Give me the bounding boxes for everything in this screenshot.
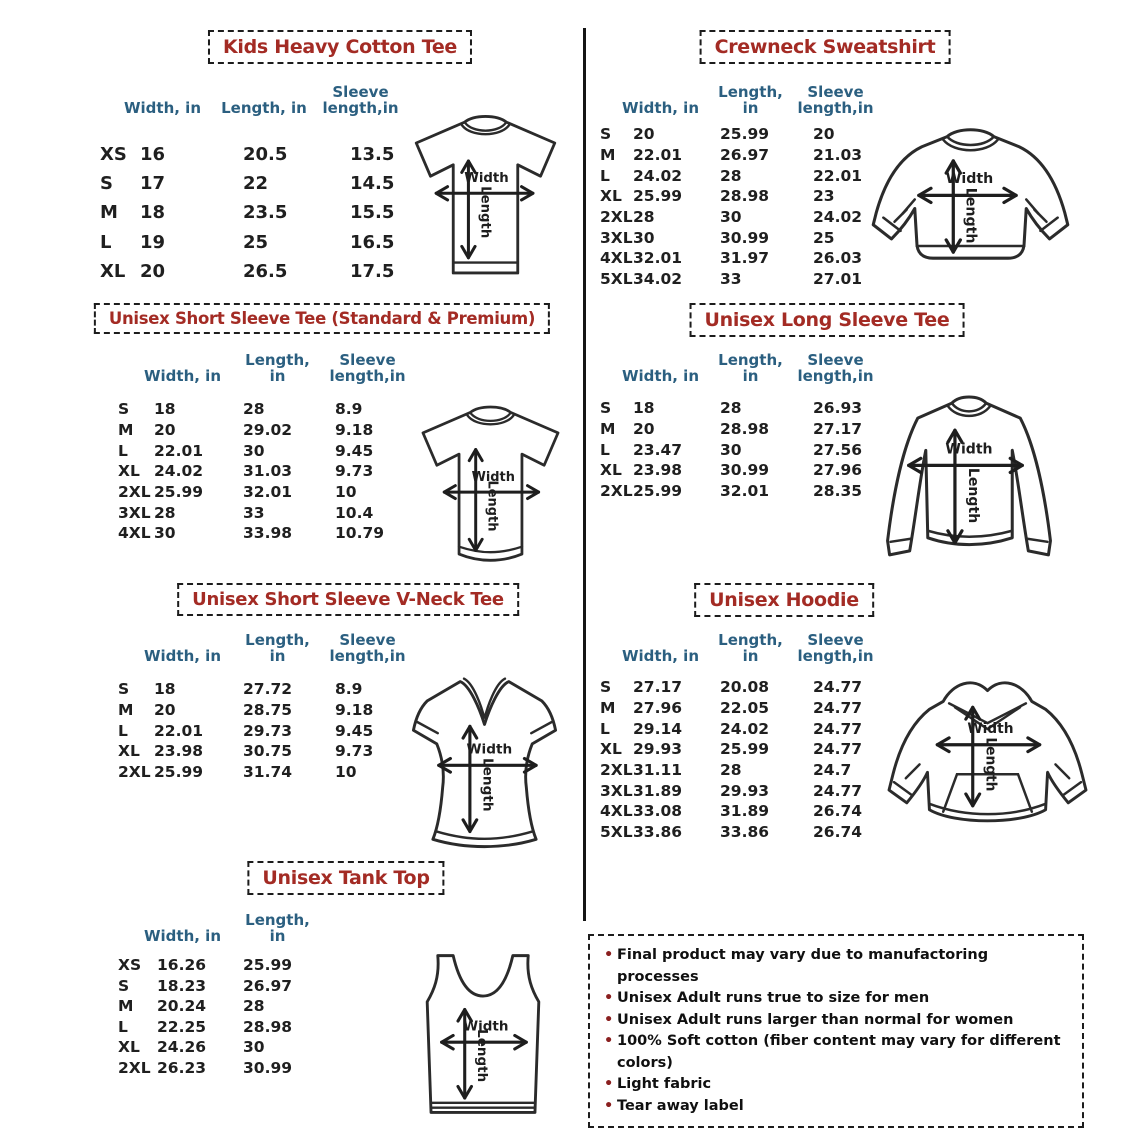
value-cell: 26.23 <box>157 1058 207 1077</box>
value-cell: 32.01 <box>243 483 293 502</box>
hoodie-illustration <box>882 664 1094 856</box>
length-label: Length <box>474 1029 491 1083</box>
column-header: Sleeve length,in <box>329 351 406 386</box>
column-header: Length, in <box>221 99 307 118</box>
value-cell: 20.08 <box>720 678 770 697</box>
note-item: • Tear away label <box>602 1096 1070 1118</box>
value-cell: 9.73 <box>335 462 374 481</box>
note-item: • Light fabric <box>602 1074 1070 1096</box>
value-cell: 20 <box>633 125 655 144</box>
value-cell: 20.24 <box>157 997 207 1016</box>
tshirt-illustration <box>388 106 583 291</box>
column-header: Width, in <box>143 927 221 946</box>
value-cell: 28.75 <box>243 701 293 720</box>
value-cell: 30.99 <box>720 228 770 247</box>
value-cell: 31.89 <box>720 802 770 821</box>
column-header: Sleeve length,in <box>797 631 874 666</box>
column-headers <box>110 84 408 116</box>
column-headers <box>130 632 415 664</box>
length-label: Length <box>965 467 982 524</box>
value-cell: 27.96 <box>813 461 863 480</box>
table-row <box>118 502 425 523</box>
size-label: L <box>118 441 128 460</box>
value-cell: 25.99 <box>154 483 204 502</box>
value-cell: 30 <box>154 524 176 543</box>
size-label: L <box>600 440 610 459</box>
value-cell: 28.98 <box>720 187 770 206</box>
value-cell: 18 <box>154 400 176 419</box>
value-cell: 29.93 <box>720 781 770 800</box>
size-label: 4XL <box>600 249 633 268</box>
column-header: Length, in <box>718 631 783 666</box>
value-cell: 30.99 <box>720 461 770 480</box>
size-label: 2XL <box>118 483 151 502</box>
value-cell: 20 <box>633 420 655 439</box>
value-cell: 18 <box>633 399 655 418</box>
value-cell: 28.98 <box>243 1017 293 1036</box>
vneck-tee-illustration <box>392 666 577 851</box>
length-label: Length <box>479 757 496 812</box>
table-row <box>118 955 333 976</box>
column-header: Width, in <box>621 367 699 386</box>
value-cell: 30 <box>633 228 655 247</box>
column-header: Width, in <box>621 99 699 118</box>
note-item: • Unisex Adult runs true to size for men <box>602 988 1070 1010</box>
size-label: M <box>118 701 134 720</box>
value-cell: 30 <box>243 1038 265 1057</box>
value-cell: 14.5 <box>350 173 395 195</box>
value-cell: 31.97 <box>720 249 770 268</box>
value-cell: 9.18 <box>335 421 374 440</box>
column-headers <box>608 84 883 116</box>
width-label: Width <box>464 170 509 186</box>
value-cell: 24.02 <box>813 208 863 227</box>
value-cell: 33.86 <box>633 823 683 842</box>
table-row <box>118 1037 333 1058</box>
size-label: L <box>600 166 610 185</box>
value-cell: 28 <box>243 997 265 1016</box>
value-cell: 27.17 <box>813 420 863 439</box>
note-item: • Unisex Adult runs larger than normal for women <box>602 1010 1070 1032</box>
size-label: S <box>118 680 130 699</box>
value-cell: 24.77 <box>813 719 863 738</box>
value-cell: 30 <box>720 208 742 227</box>
table-row <box>600 739 903 760</box>
value-cell: 23.98 <box>633 461 683 480</box>
size-label: L <box>600 719 610 738</box>
section-title: Unisex Tank Top <box>247 861 444 895</box>
value-cell: 20 <box>154 421 176 440</box>
size-label: XL <box>118 462 140 481</box>
size-label: 3XL <box>600 228 633 247</box>
value-cell: 24.7 <box>813 761 852 780</box>
size-label: 3XL <box>118 503 151 522</box>
value-cell: 8.9 <box>335 400 363 419</box>
value-cell: 24.26 <box>157 1038 207 1057</box>
column-header: Sleeve length,in <box>329 631 406 666</box>
size-label: S <box>118 976 130 995</box>
table-row <box>118 996 333 1017</box>
size-label: 2XL <box>600 761 633 780</box>
value-cell: 29.73 <box>243 721 293 740</box>
value-cell: 22.01 <box>154 721 204 740</box>
table-row <box>600 718 903 739</box>
value-cell: 23.47 <box>633 440 683 459</box>
column-header: Width, in <box>143 647 221 666</box>
value-cell: 23.98 <box>154 742 204 761</box>
table-row <box>600 780 903 801</box>
section-title: Unisex Hoodie <box>694 583 874 617</box>
section-title: Kids Heavy Cotton Tee <box>208 30 472 64</box>
value-cell: 24.02 <box>633 166 683 185</box>
tank-top-illustration <box>408 946 558 1124</box>
table-row <box>600 801 903 822</box>
value-cell: 28.35 <box>813 482 863 501</box>
value-cell: 34.02 <box>633 270 683 289</box>
length-label: Length <box>962 187 979 244</box>
width-label: Width <box>471 469 515 485</box>
value-cell: 28 <box>633 208 655 227</box>
table-row <box>118 399 425 420</box>
value-cell: 27.96 <box>633 699 683 718</box>
value-cell: 30 <box>243 441 265 460</box>
value-cell: 26.03 <box>813 249 863 268</box>
value-cell: 20.5 <box>243 144 288 166</box>
section-title: Unisex Short Sleeve Tee (Standard & Premium) <box>94 303 550 334</box>
value-cell: 16 <box>140 144 166 166</box>
value-cell: 28.98 <box>720 420 770 439</box>
value-cell: 33.86 <box>720 823 770 842</box>
column-header: Length, in <box>718 351 783 386</box>
size-label: M <box>100 202 118 224</box>
value-cell: 28 <box>720 399 742 418</box>
value-cell: 30.99 <box>243 1058 293 1077</box>
value-cell: 17.5 <box>350 260 395 282</box>
value-cell: 24.77 <box>813 781 863 800</box>
table-row <box>118 679 425 700</box>
value-cell: 8.9 <box>335 680 363 699</box>
table-row <box>600 698 903 719</box>
value-cell: 28 <box>154 503 176 522</box>
size-label: XL <box>118 1038 140 1057</box>
value-cell: 25.99 <box>154 763 204 782</box>
width-label: Width <box>466 741 513 758</box>
value-cell: 20 <box>140 260 166 282</box>
size-label: M <box>600 420 616 439</box>
size-label: S <box>600 399 612 418</box>
value-cell: 24.77 <box>813 678 863 697</box>
length-label: Length <box>477 186 493 239</box>
table-row <box>118 420 425 441</box>
size-label: 5XL <box>600 270 633 289</box>
value-cell: 18 <box>140 202 166 224</box>
size-table <box>118 679 425 782</box>
value-cell: 10.4 <box>335 503 374 522</box>
size-label: XS <box>118 956 142 975</box>
value-cell: 23.5 <box>243 202 288 224</box>
value-cell: 25.99 <box>243 956 293 975</box>
table-row <box>118 700 425 721</box>
size-label: 2XL <box>118 1058 151 1077</box>
table-row <box>118 1058 333 1079</box>
value-cell: 10.79 <box>335 524 385 543</box>
value-cell: 27.17 <box>633 678 683 697</box>
value-cell: 20 <box>813 125 835 144</box>
table-row <box>600 677 903 698</box>
value-cell: 29.93 <box>633 740 683 759</box>
value-cell: 16.26 <box>157 956 207 975</box>
value-cell: 18 <box>154 680 176 699</box>
value-cell: 32.01 <box>720 482 770 501</box>
table-row <box>118 523 425 544</box>
size-label: S <box>600 125 612 144</box>
section-title: Unisex Short Sleeve V-Neck Tee <box>177 583 519 616</box>
value-cell: 22.01 <box>813 166 863 185</box>
value-cell: 24.02 <box>720 719 770 738</box>
size-label: XL <box>600 187 622 206</box>
value-cell: 28 <box>720 166 742 185</box>
size-label: 4XL <box>118 524 151 543</box>
value-cell: 22.05 <box>720 699 770 718</box>
value-cell: 28 <box>243 400 265 419</box>
table-row <box>118 440 425 461</box>
value-cell: 31.11 <box>633 761 683 780</box>
length-label: Length <box>982 737 999 792</box>
size-label: 5XL <box>600 823 633 842</box>
size-label: M <box>600 146 616 165</box>
value-cell: 26.93 <box>813 399 863 418</box>
column-header: Sleeve length,in <box>797 351 874 386</box>
value-cell: 31.89 <box>633 781 683 800</box>
value-cell: 9.45 <box>335 721 374 740</box>
table-row <box>118 762 425 783</box>
value-cell: 25.99 <box>633 187 683 206</box>
size-label: S <box>118 400 130 419</box>
sweatshirt-illustration <box>856 116 1084 294</box>
value-cell: 31.74 <box>243 763 293 782</box>
width-label: Width <box>945 171 994 188</box>
note-item: • 100% Soft cotton (fiber content may vary for different colors) <box>602 1031 1070 1074</box>
value-cell: 33 <box>243 503 265 522</box>
value-cell: 10 <box>335 763 357 782</box>
value-cell: 30 <box>720 440 742 459</box>
size-label: 3XL <box>600 781 633 800</box>
value-cell: 25 <box>243 231 269 253</box>
value-cell: 26.5 <box>243 260 288 282</box>
value-cell: 13.5 <box>350 144 395 166</box>
table-row <box>118 1017 333 1038</box>
column-headers <box>608 632 883 664</box>
column-header: Length, in <box>245 351 310 386</box>
size-label: S <box>100 173 113 195</box>
size-label: XL <box>600 461 622 480</box>
column-header: Width, in <box>621 647 699 666</box>
value-cell: 22.01 <box>154 441 204 460</box>
value-cell: 29.02 <box>243 421 293 440</box>
value-cell: 25.99 <box>720 740 770 759</box>
table-row <box>118 482 425 503</box>
length-label: Length <box>484 480 500 532</box>
value-cell: 25.99 <box>633 482 683 501</box>
value-cell: 22.01 <box>633 146 683 165</box>
size-label: 2XL <box>600 208 633 227</box>
size-label: 2XL <box>600 482 633 501</box>
section-title: Crewneck Sweatshirt <box>700 30 951 64</box>
size-label: M <box>118 997 134 1016</box>
value-cell: 26.97 <box>720 146 770 165</box>
column-header: Length, in <box>245 911 310 946</box>
value-cell: 25 <box>813 228 835 247</box>
column-headers <box>130 352 415 384</box>
size-label: M <box>118 421 134 440</box>
value-cell: 23 <box>813 187 835 206</box>
value-cell: 28 <box>720 761 742 780</box>
table-row <box>600 822 903 843</box>
value-cell: 17 <box>140 173 166 195</box>
column-header: Width, in <box>123 99 201 118</box>
value-cell: 22 <box>243 173 269 195</box>
table-row <box>118 741 425 762</box>
table-row <box>118 976 333 997</box>
value-cell: 27.72 <box>243 680 293 699</box>
size-table <box>118 955 333 1078</box>
value-cell: 9.45 <box>335 441 374 460</box>
size-label: XL <box>100 260 126 282</box>
value-cell: 27.01 <box>813 270 863 289</box>
column-header: Length, in <box>245 631 310 666</box>
value-cell: 19 <box>140 231 166 253</box>
value-cell: 33 <box>720 270 742 289</box>
value-cell: 15.5 <box>350 202 395 224</box>
value-cell: 26.97 <box>243 976 293 995</box>
value-cell: 9.18 <box>335 701 374 720</box>
value-cell: 20 <box>154 701 176 720</box>
size-label: XS <box>100 144 127 166</box>
size-table <box>600 677 903 843</box>
column-headers <box>130 912 320 944</box>
size-label: M <box>600 699 616 718</box>
size-label: XL <box>600 740 622 759</box>
column-divider <box>583 28 586 921</box>
value-cell: 24.77 <box>813 699 863 718</box>
column-header: Sleeve length,in <box>322 83 399 118</box>
value-cell: 33.98 <box>243 524 293 543</box>
value-cell: 26.74 <box>813 802 863 821</box>
width-label: Width <box>967 720 1014 737</box>
size-label: 4XL <box>600 802 633 821</box>
value-cell: 22.25 <box>157 1017 207 1036</box>
table-row <box>600 760 903 781</box>
table-row <box>118 720 425 741</box>
value-cell: 27.56 <box>813 440 863 459</box>
size-label: L <box>118 721 128 740</box>
value-cell: 31.03 <box>243 462 293 481</box>
column-headers <box>608 352 883 384</box>
value-cell: 10 <box>335 483 357 502</box>
size-label: L <box>118 1017 128 1036</box>
value-cell: 21.03 <box>813 146 863 165</box>
value-cell: 26.74 <box>813 823 863 842</box>
value-cell: 29.14 <box>633 719 683 738</box>
tshirt-illustration <box>398 392 583 582</box>
size-label: 2XL <box>118 763 151 782</box>
table-row <box>118 461 425 482</box>
size-label: XL <box>118 742 140 761</box>
value-cell: 33.08 <box>633 802 683 821</box>
value-cell: 18.23 <box>157 976 207 995</box>
value-cell: 25.99 <box>720 125 770 144</box>
value-cell: 32.01 <box>633 249 683 268</box>
value-cell: 24.77 <box>813 740 863 759</box>
width-label: Width <box>945 441 993 458</box>
column-header: Sleeve length,in <box>797 83 874 118</box>
product-notes-box <box>588 934 1084 1128</box>
width-label: Width <box>463 1018 509 1035</box>
value-cell: 16.5 <box>350 231 395 253</box>
size-table <box>118 399 425 544</box>
value-cell: 9.73 <box>335 742 374 761</box>
value-cell: 24.02 <box>154 462 204 481</box>
note-item: • Final product may vary due to manufactoring processes <box>602 945 1070 988</box>
long-sleeve-tee-illustration <box>856 390 1078 576</box>
size-label: L <box>100 231 112 253</box>
section-title: Unisex Long Sleeve Tee <box>690 303 965 337</box>
column-header: Length, in <box>718 83 783 118</box>
size-label: S <box>600 678 612 697</box>
column-header: Width, in <box>143 367 221 386</box>
value-cell: 30.75 <box>243 742 293 761</box>
